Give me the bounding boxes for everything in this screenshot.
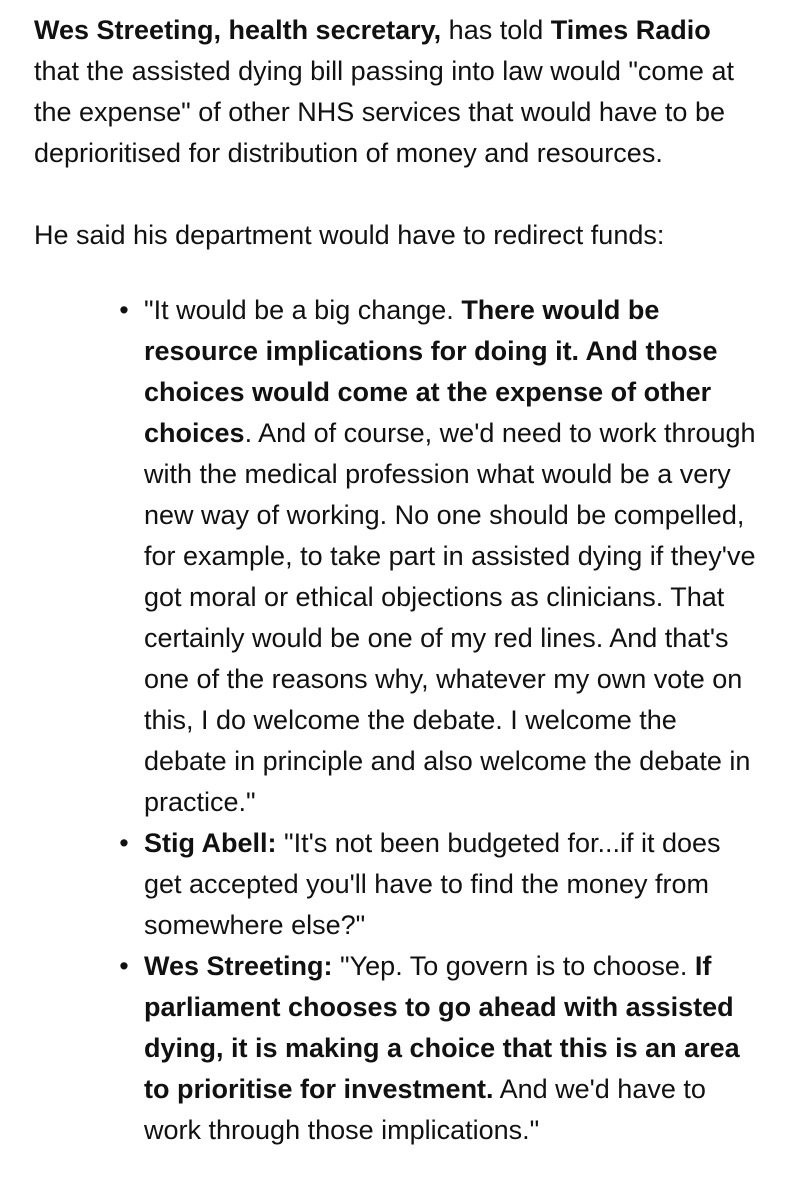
article-body <box>34 10 754 1151</box>
quote-text-a: "It would be a big change. <box>144 295 462 325</box>
quote-speaker: Stig Abell: <box>144 828 277 858</box>
intro-outlet-name: Times Radio <box>550 15 711 45</box>
intro-person-name: Wes Streeting, health secretary, <box>34 15 442 45</box>
quote-speaker: Wes Streeting: <box>144 951 333 981</box>
quote-text-a: "Yep. To govern is to choose. <box>332 951 695 981</box>
quote-text-c: And we'd have to work through those implications." <box>144 1074 706 1145</box>
bullet-icon: • <box>119 828 129 858</box>
intro-text-2: that the assisted dying bill passing into law would "come at the expense" of other NHS services that would have to be deprioritised for distribution of money and resources. <box>34 56 734 168</box>
intro-paragraph <box>34 10 754 174</box>
intro-text-1: has told <box>441 15 551 45</box>
quote-text-a: "It's not been budgeted for...if it does get accepted you'll have to find the money from somewhere else?" <box>144 828 721 940</box>
quote-text-bold: If parliament chooses to go ahead with assisted dying, it is making a choice that this is an area to prioritise for investment. <box>144 951 740 1104</box>
bullet-icon: • <box>119 295 129 325</box>
quote-text-c: . And of course, we'd need to work through with the medical profession what would be a very new way of working. No one should be compelled, for example, to take part in assisted dying if they've got moral or ethical objections as clinicians. That certainly would be one of my red lines. And that's one of the reasons why, whatever my own vote on this, I do welcome the debate. I welcome the debate in principle and also welcome the debate in practice." <box>144 418 756 817</box>
bullet-icon: • <box>119 951 129 981</box>
quote-text-bold: There would be resource implications for doing it. And those choices would come at the expense of other choices <box>144 295 718 448</box>
lead-paragraph: He said his department would have to redirect funds: <box>34 220 665 250</box>
quote-item-abell <box>34 823 760 946</box>
quote-list <box>34 290 754 1151</box>
quote-item-streeting-1 <box>34 290 760 823</box>
quote-item-streeting-2 <box>34 946 760 1151</box>
